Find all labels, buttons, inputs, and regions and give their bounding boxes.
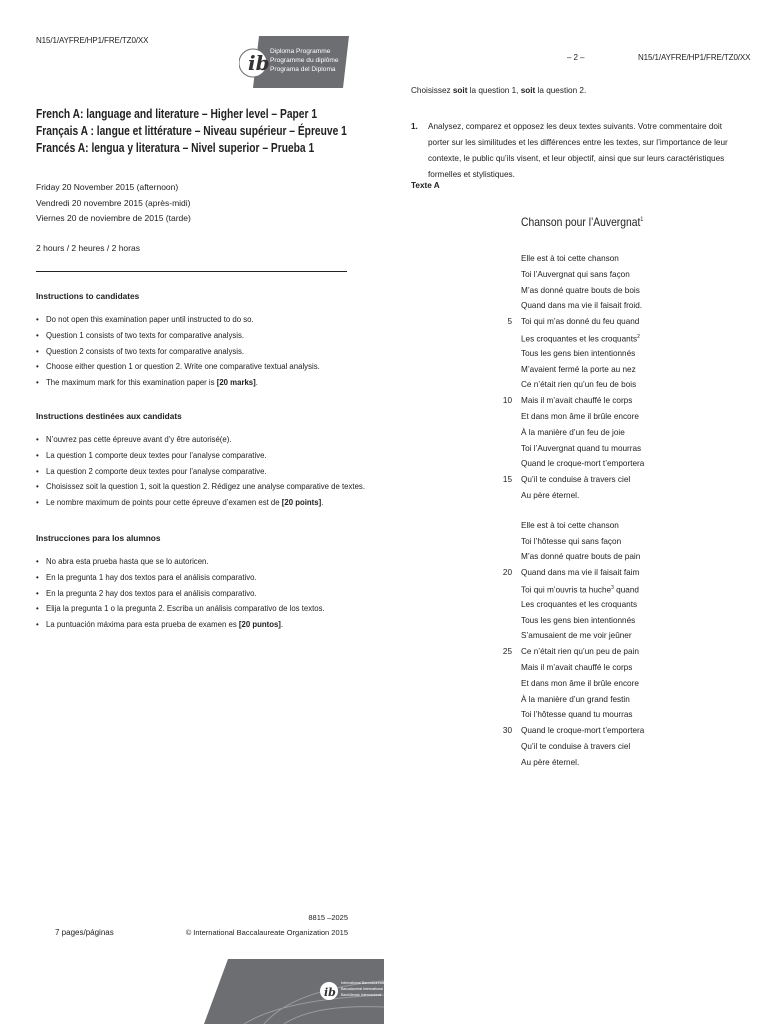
document-code: 8815 –2025 xyxy=(308,913,348,922)
poem-line xyxy=(484,425,744,441)
date-es: Viernes 20 de noviembre de 2015 (tarde) xyxy=(36,213,191,223)
line-number: 5 xyxy=(507,317,512,327)
line-number: 20 xyxy=(502,568,512,578)
poem-line xyxy=(484,488,744,504)
ib-diploma-logo xyxy=(239,36,349,88)
poem-line-text: Mais il m’avait chauffé le corps xyxy=(521,662,633,672)
poem-line-text: Ce n’était rien qu’un peu de pain xyxy=(521,647,639,657)
footnote-marker: 2 xyxy=(637,333,640,340)
copyright: © International Baccalaureate Organization 2015 xyxy=(185,928,348,937)
instructions-en xyxy=(36,291,366,391)
cover-page xyxy=(0,0,384,1024)
page-number: – 2 – xyxy=(567,53,585,62)
instruction-item: • En la pregunta 2 hay dos textos para el análisis comparativo. xyxy=(36,586,366,602)
title-es: Francés A: lengua y literatura – Nivel superior – Prueba 1 xyxy=(36,141,315,155)
poem-line-text: Les croquantes et les croquants xyxy=(521,334,638,344)
poem-line-text: À la manière d’un feu de joie xyxy=(521,427,625,437)
poem-line xyxy=(484,409,744,425)
title-en: French A: language and literature – Higher level – Paper 1 xyxy=(36,107,318,121)
poem-line xyxy=(484,441,744,457)
poem-line-text: Et dans mon âme il brûle encore xyxy=(521,678,639,688)
text-label: Texte A xyxy=(411,181,440,190)
instruction-item: • Question 2 consists of two texts for comparative analysis. xyxy=(36,344,366,360)
instruction-item-max: • Le nombre maximum de points pour cette épreuve d’examen est de [20 points]. xyxy=(36,495,366,511)
poem-line xyxy=(484,330,744,346)
instruction-item: • N’ouvrez pas cette épreuve avant d’y être autorisé(e). xyxy=(36,432,366,448)
line-number: 10 xyxy=(502,396,512,406)
poem-title: Chanson pour l’Auvergnat$^1$ xyxy=(521,215,644,229)
instruction-item: • Choisissez soit la question 1, soit la question 2. Rédigez une analyse comparative de textes. xyxy=(36,479,366,495)
poem-line xyxy=(484,456,744,472)
instruction-item: • En la pregunta 1 hay dos textos para el análisis comparativo. xyxy=(36,570,366,586)
poem-line-text: Toi l’hôtesse quand tu mourras xyxy=(521,710,633,720)
badge-line-2: Baccalauréat International xyxy=(341,987,383,991)
poem-line-text: Mais il m’avait chauffé le corps xyxy=(521,396,633,406)
instruction-item-max: • La puntuación máxima para esta prueba de examen es [20 puntos]. xyxy=(36,617,366,633)
footnote-marker: 3 xyxy=(611,584,614,591)
poem-line-text: Quand dans ma vie il faisait froid. xyxy=(521,301,643,311)
paper-code: N15/1/AYFRE/HP1/FRE/TZ0/XX xyxy=(638,53,751,62)
poem-line xyxy=(484,692,744,708)
badge-line-1: International Baccalaureate xyxy=(341,981,384,985)
poem-line xyxy=(484,565,744,581)
poem-line-text: Toi l’hôtesse qui sans façon xyxy=(521,536,622,546)
poem-line-text: À la manière d’un grand festin xyxy=(521,694,630,704)
instructions-en-heading: Instructions to candidates xyxy=(36,291,140,301)
poem-line xyxy=(484,472,744,488)
poem-line xyxy=(484,613,744,629)
poem-line-text: Toi l’Auvergnat quand tu mourras xyxy=(521,443,642,453)
poem-line-text: Qu’il te conduise à travers ciel xyxy=(521,741,631,751)
poem-line-text: Qu’il te conduise à travers ciel xyxy=(521,475,631,485)
svg-text:ib: ib xyxy=(324,986,336,999)
poem-line xyxy=(484,362,744,378)
poem-line-text: Toi qui m’ouvris ta huche xyxy=(521,585,612,595)
instructions-fr-heading: Instructions destinées aux candidats xyxy=(36,411,182,421)
paper-code: N15/1/AYFRE/HP1/FRE/TZ0/XX xyxy=(36,36,149,45)
poem-line xyxy=(484,534,744,550)
poem-line xyxy=(484,298,744,314)
title-fr: Français A : langue et littérature – Niveau supérieur – Épreuve 1 xyxy=(36,124,347,138)
instructions-es xyxy=(36,533,366,633)
line-number: 15 xyxy=(502,475,512,485)
poem-line-text: Au père éternel. xyxy=(521,490,580,500)
line-number: 30 xyxy=(502,726,512,736)
date-en: Friday 20 November 2015 (afternoon) xyxy=(36,182,179,192)
poem-line-text: Quand le croque-mort t’emportera xyxy=(521,459,645,469)
poem-line xyxy=(484,597,744,613)
poem-line xyxy=(484,251,744,267)
poem-line xyxy=(484,739,744,755)
poem-line xyxy=(484,660,744,676)
poem-line xyxy=(484,518,744,534)
poem-line xyxy=(484,267,744,283)
poem-line-text: M’avaient fermé la porte au nez xyxy=(521,364,636,374)
poem-line xyxy=(484,644,744,660)
poem-line-text: Tous les gens bien intentionnés xyxy=(521,348,636,358)
instruction-item: • No abra esta prueba hasta que se lo autoricen. xyxy=(36,554,366,570)
page-two xyxy=(384,0,768,1024)
poem-line-text: Les croquantes et les croquants xyxy=(521,599,638,609)
instruction-item: • Choose either question 1 or question 2. Write one comparative textual analysis. xyxy=(36,359,366,375)
poem-line xyxy=(484,755,744,771)
poem-line-text: Et dans mon âme il brûle encore xyxy=(521,411,639,421)
instruction-item-max: • The maximum mark for this examination paper is [20 marks]. xyxy=(36,375,366,391)
poem-line-text: Tous les gens bien intentionnés xyxy=(521,615,636,625)
poem-line-text: Toi qui m’as donné du feu quand xyxy=(521,317,640,327)
poem-line-text: Elle est à toi cette chanson xyxy=(521,520,619,530)
divider xyxy=(36,271,347,272)
page-count: 7 pages/páginas xyxy=(55,928,114,937)
poem-line xyxy=(484,676,744,692)
poem-line-text: S’amusaient de me voir jeûner xyxy=(521,631,632,641)
poem-line xyxy=(484,377,744,393)
poem-line xyxy=(484,283,744,299)
poem-line-text: Au père éternel. xyxy=(521,757,580,767)
poem-line xyxy=(484,707,744,723)
choose-instruction: Choisissez soit la question 1, soit la question 2. xyxy=(411,86,587,95)
exam-dates xyxy=(36,180,191,227)
svg-text:ib: ib xyxy=(248,51,270,75)
poem xyxy=(484,251,744,771)
line-number: 25 xyxy=(502,647,512,657)
poem-line-text: M’as donné quatre bouts de bois xyxy=(521,285,640,295)
question-number: 1. xyxy=(411,122,418,131)
badge-line-3: Bachillerato Internacional xyxy=(341,993,382,997)
poem-line-text: Elle est à toi cette chanson xyxy=(521,254,619,263)
ib-badge-logo xyxy=(204,959,384,1024)
poem-line-text: quand xyxy=(613,585,639,595)
instruction-item: • Elija la pregunta 1 o la pregunta 2. Escriba un análisis comparativo de los textos. xyxy=(36,601,366,617)
logo-line-3: Programa del Diploma xyxy=(270,66,336,73)
instruction-item: • Do not open this examination paper until instructed to do so. xyxy=(36,312,366,328)
logo-line-1: Diploma Programme xyxy=(270,48,331,55)
poem-line xyxy=(484,723,744,739)
exam-duration: 2 hours / 2 heures / 2 horas xyxy=(36,243,140,253)
instruction-item: • Question 1 consists of two texts for comparative analysis. xyxy=(36,328,366,344)
instructions-es-heading: Instrucciones para los alumnos xyxy=(36,533,161,543)
poem-line xyxy=(484,314,744,330)
poem-line xyxy=(484,346,744,362)
poem-line-text: Toi l’Auvergnat qui sans façon xyxy=(521,269,630,279)
instructions-fr xyxy=(36,411,366,511)
poem-line-text: Quand dans ma vie il faisait faim xyxy=(521,568,640,578)
question-text: Analysez, comparez et opposez les deux textes suivants. Votre commentaire doit porter sur les similitudes et les différences entre les textes, sur l’importance de leur contexte, le public qu’ils visent, et leur objectif, ainsi que sur leurs caractéristiques formelles et stylistiques. xyxy=(428,122,728,179)
poem-line xyxy=(484,549,744,565)
exam-titles xyxy=(36,106,356,157)
poem-line-text: Ce n’était rien qu’un feu de bois xyxy=(521,380,637,390)
question-1 xyxy=(411,119,741,183)
logo-line-2: Programme du diplôme xyxy=(270,57,339,64)
poem-line-text: Quand le croque-mort t’emportera xyxy=(521,726,645,736)
poem-line-text: M’as donné quatre bouts de pain xyxy=(521,552,641,562)
instruction-item: • La question 1 comporte deux textes pour l’analyse comparative. xyxy=(36,448,366,464)
date-fr: Vendredi 20 novembre 2015 (après-midi) xyxy=(36,197,191,208)
footnote-marker: 1 xyxy=(640,217,644,223)
poem-line xyxy=(484,393,744,409)
poem-line xyxy=(484,628,744,644)
poem-line xyxy=(484,581,744,597)
instruction-item: • La question 2 comporte deux textes pour l’analyse comparative. xyxy=(36,464,366,480)
stanza-gap xyxy=(484,504,744,518)
